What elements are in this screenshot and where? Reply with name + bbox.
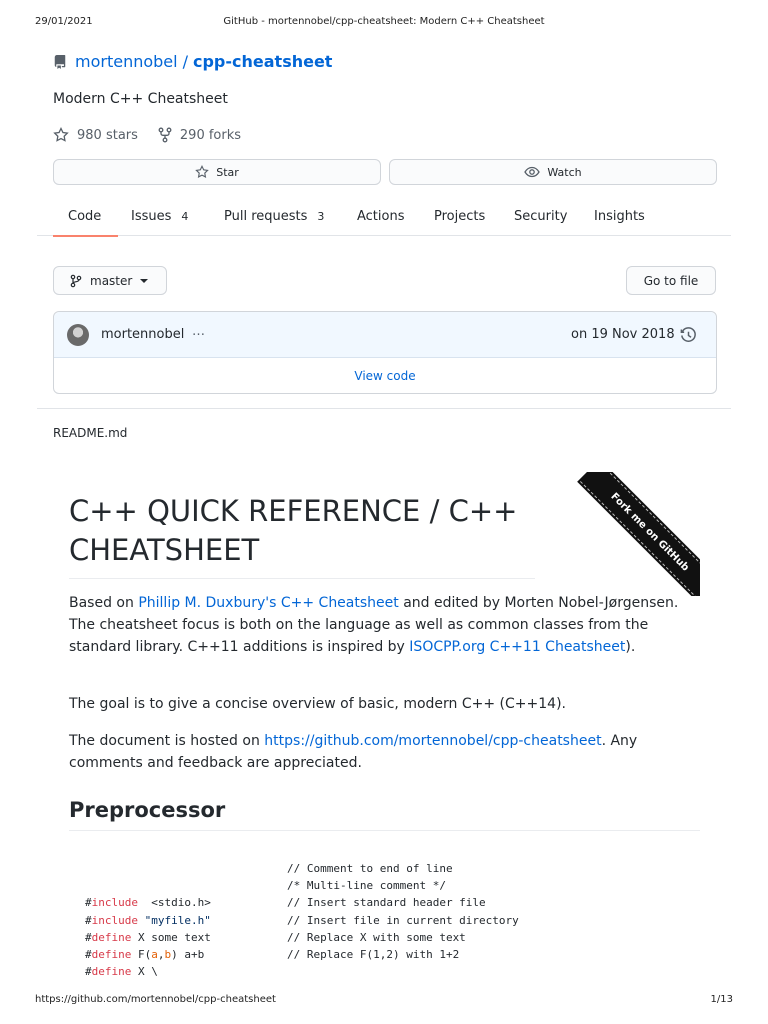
repo-separator: / xyxy=(182,52,188,71)
caret-down-icon xyxy=(140,279,148,283)
tab-label: Actions xyxy=(357,208,405,224)
star-button[interactable] xyxy=(53,159,381,185)
divider xyxy=(37,408,731,409)
watch-button-label: Watch xyxy=(547,165,582,179)
forks-count: 290 forks xyxy=(179,127,242,143)
code-line xyxy=(69,912,700,929)
ribbon-label: Fork me on GitHub xyxy=(580,472,700,596)
intro-paragraph xyxy=(69,592,697,658)
stars-count: 980 stars xyxy=(77,127,138,143)
go-to-file-button[interactable]: Go to file xyxy=(626,266,716,295)
hosted-text-b: . Any comments and feedback are appreciated. xyxy=(69,733,638,771)
stars-link[interactable] xyxy=(53,127,138,143)
tab-code[interactable] xyxy=(68,196,101,236)
duxbury-cheatsheet-link[interactable]: Phillip M. Duxbury's C++ Cheatsheet xyxy=(138,595,399,611)
code-comment: // Comment to end of line xyxy=(287,862,453,875)
tab-pull-requests[interactable] xyxy=(224,196,324,236)
tab-label: Code xyxy=(68,208,102,224)
tab-actions[interactable] xyxy=(357,196,405,236)
code-directive xyxy=(85,912,211,929)
intro-text-c: ). xyxy=(625,639,636,655)
code-keyword: include xyxy=(91,896,138,910)
repo-url-link[interactable]: https://github.com/mortennobel/cpp-cheatsheet xyxy=(264,733,602,749)
intro-text-a: Based on xyxy=(69,595,139,611)
fork-icon xyxy=(158,127,172,143)
code-line xyxy=(69,860,700,877)
code-token: F( xyxy=(131,947,152,961)
code-token: a xyxy=(151,947,158,961)
watch-button[interactable] xyxy=(389,159,717,185)
readme-title xyxy=(69,492,535,579)
tab-projects[interactable] xyxy=(434,196,485,236)
repo-stats xyxy=(53,127,261,143)
print-title: GitHub - mortennobel/cpp-cheatsheet: Modern C++ Cheatsheet xyxy=(223,16,545,27)
code-token: X some text xyxy=(131,930,211,944)
code-hash: # xyxy=(85,913,92,927)
code-comment: /* Multi-line comment */ xyxy=(287,879,446,893)
commit-message-expander[interactable]: … xyxy=(192,324,205,339)
code-line xyxy=(69,946,700,963)
intro-text-b: and edited by Morten Nobel-Jørgensen. The cheatsheet focus is both on the language as well as common classes from the standard library. C++11 additions is inspired by xyxy=(69,595,679,655)
code-block xyxy=(69,860,700,980)
repo-tabs xyxy=(37,196,731,236)
code-token: "myfile.h" xyxy=(144,913,211,927)
readme-title-line2: CHEATSHEET xyxy=(69,533,260,567)
code-line xyxy=(69,894,700,911)
code-hash: # xyxy=(85,947,92,961)
code-comment: // Insert standard header file xyxy=(287,896,486,910)
tab-count: 3 xyxy=(317,209,325,223)
code-keyword: define xyxy=(91,930,132,944)
code-token: ) a+b xyxy=(171,947,205,961)
tab-label: Issues xyxy=(131,208,172,224)
commit-author[interactable]: mortennobel xyxy=(101,327,185,342)
code-hash: # xyxy=(85,896,92,910)
code-directive xyxy=(85,946,204,963)
avatar[interactable] xyxy=(67,324,89,346)
goal-paragraph: The goal is to give a concise overview of basic, modern C++ (C++14). xyxy=(69,696,566,712)
tab-count: 4 xyxy=(181,209,189,223)
code-directive xyxy=(85,963,158,980)
code-token: b xyxy=(164,947,172,961)
repo-title xyxy=(53,52,332,71)
hosted-paragraph xyxy=(69,730,697,774)
forks-link[interactable] xyxy=(158,127,241,143)
repo-owner-link[interactable]: mortennobel xyxy=(75,52,178,71)
print-url: https://github.com/mortennobel/cpp-cheatsheet xyxy=(35,994,276,1005)
star-icon xyxy=(195,165,209,179)
branch-icon xyxy=(70,274,82,288)
latest-commit-box xyxy=(53,311,717,394)
branch-select-button[interactable] xyxy=(53,266,167,295)
code-token: X \ xyxy=(131,965,158,979)
code-directive xyxy=(85,929,211,946)
branch-name: master xyxy=(90,273,133,288)
repo-name-link[interactable]: cpp-cheatsheet xyxy=(192,52,333,71)
star-icon xyxy=(53,127,69,143)
tab-label: Insights xyxy=(594,208,645,224)
eye-icon xyxy=(524,166,540,178)
print-date: 29/01/2021 xyxy=(35,16,93,27)
star-button-label: Star xyxy=(216,165,239,179)
view-code-link[interactable]: View code xyxy=(354,369,416,383)
fork-me-ribbon[interactable] xyxy=(571,472,700,596)
tab-issues[interactable] xyxy=(131,196,188,236)
code-comment: // Insert file in current directory xyxy=(287,913,519,927)
code-keyword: define xyxy=(91,947,132,961)
readme-filename: README.md xyxy=(53,426,128,440)
commit-header xyxy=(54,312,716,358)
code-line xyxy=(69,929,700,946)
readme-title-line1: C++ QUICK REFERENCE / C++ xyxy=(69,494,518,528)
commit-date[interactable]: on 19 Nov 2018 xyxy=(571,327,675,342)
history-icon[interactable] xyxy=(680,327,697,344)
code-comment: // Replace F(1,2) with 1+2 xyxy=(287,947,460,961)
tab-label: Pull requests xyxy=(224,208,308,224)
repo-icon xyxy=(53,54,67,70)
code-keyword: define xyxy=(91,965,132,979)
code-token: <stdio.h> xyxy=(137,896,211,910)
code-hash: # xyxy=(85,965,92,979)
tab-label: Security xyxy=(514,208,568,224)
print-page-number: 1/13 xyxy=(710,994,733,1005)
isocpp-cheatsheet-link[interactable]: ISOCPP.org C++11 Cheatsheet xyxy=(409,639,626,655)
code-token: , xyxy=(157,947,165,961)
code-hash: # xyxy=(85,930,92,944)
code-line xyxy=(69,877,700,894)
tab-security[interactable] xyxy=(514,196,567,236)
code-directive xyxy=(85,894,211,911)
code-keyword: include xyxy=(91,913,138,927)
code-token xyxy=(138,914,145,927)
tab-label: Projects xyxy=(434,208,486,224)
code-comment: // Replace X with some text xyxy=(287,930,466,944)
section-heading-preprocessor: Preprocessor xyxy=(69,796,700,831)
repo-description: Modern C++ Cheatsheet xyxy=(53,91,228,107)
tab-insights[interactable] xyxy=(594,196,645,236)
hosted-text-a: The document is hosted on xyxy=(69,733,265,749)
code-line xyxy=(69,963,700,980)
